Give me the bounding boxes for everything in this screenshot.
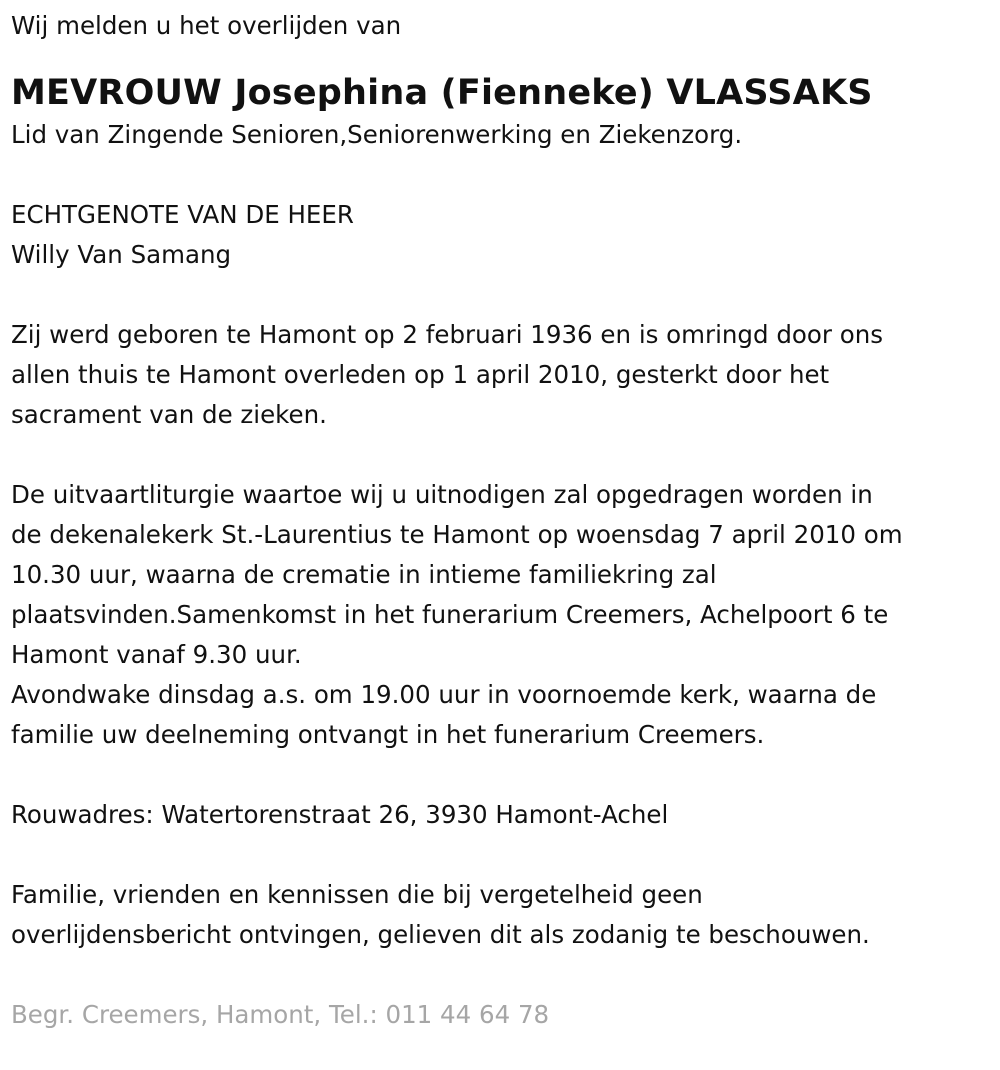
paragraph-line: overlijdensbericht ontvingen, gelieven dit als zodanig te beschouwen. (11, 920, 870, 949)
paragraph-line: Avondwake dinsdag a.s. om 19.00 uur in voornoemde kerk, waarna de (11, 680, 877, 709)
mourning-address: Rouwadres: Watertorenstraat 26, 3930 Hamont-Achel (11, 800, 669, 829)
paragraph-line: familie uw deelneming ontvangt in het funerarium Creemers. (11, 720, 765, 749)
spouse-name: Willy Van Samang (11, 240, 232, 269)
spacer (11, 435, 990, 475)
paragraph-line: de dekenalekerk St.-Laurentius te Hamont op woensdag 7 april 2010 om (11, 520, 903, 549)
funeral-paragraph (11, 475, 990, 755)
spacer (11, 155, 990, 195)
paragraph-line: De uitvaartliturgie waartoe wij u uitnodigen zal opgedragen worden in (11, 480, 873, 509)
paragraph-line: Familie, vrienden en kennissen die bij vergetelheid geen (11, 880, 703, 909)
intro-line: Wij melden u het overlijden van (11, 11, 402, 40)
paragraph-line: allen thuis te Hamont overleden op 1 april 2010, gesterkt door het (11, 360, 830, 389)
spouse-label: ECHTGENOTE VAN DE HEER (11, 200, 354, 229)
paragraph-line: Zij werd geboren te Hamont op 2 februari 1936 en is omringd door ons (11, 320, 883, 349)
paragraph-line: sacrament van de zieken. (11, 400, 327, 429)
spacer (11, 835, 990, 875)
birth-death-paragraph (11, 315, 990, 435)
paragraph-line: plaatsvinden.Samenkomst in het funerarium Creemers, Achelpoort 6 te (11, 600, 889, 629)
spacer (11, 955, 990, 995)
closing-paragraph (11, 875, 990, 955)
paragraph-line: Hamont vanaf 9.30 uur. (11, 640, 302, 669)
spacer (11, 755, 990, 795)
funeral-home-contact: Begr. Creemers, Hamont, Tel.: 011 44 64 78 (11, 1000, 550, 1029)
spacer (11, 275, 990, 315)
paragraph-line: 10.30 uur, waarna de crematie in intieme familiekring zal (11, 560, 717, 589)
spacer (11, 46, 990, 71)
membership-line: Lid van Zingende Senioren,Seniorenwerking en Ziekenzorg. (11, 120, 743, 149)
deceased-name: MEVROUW Josephina (Fienneke) VLASSAKS (11, 73, 873, 113)
